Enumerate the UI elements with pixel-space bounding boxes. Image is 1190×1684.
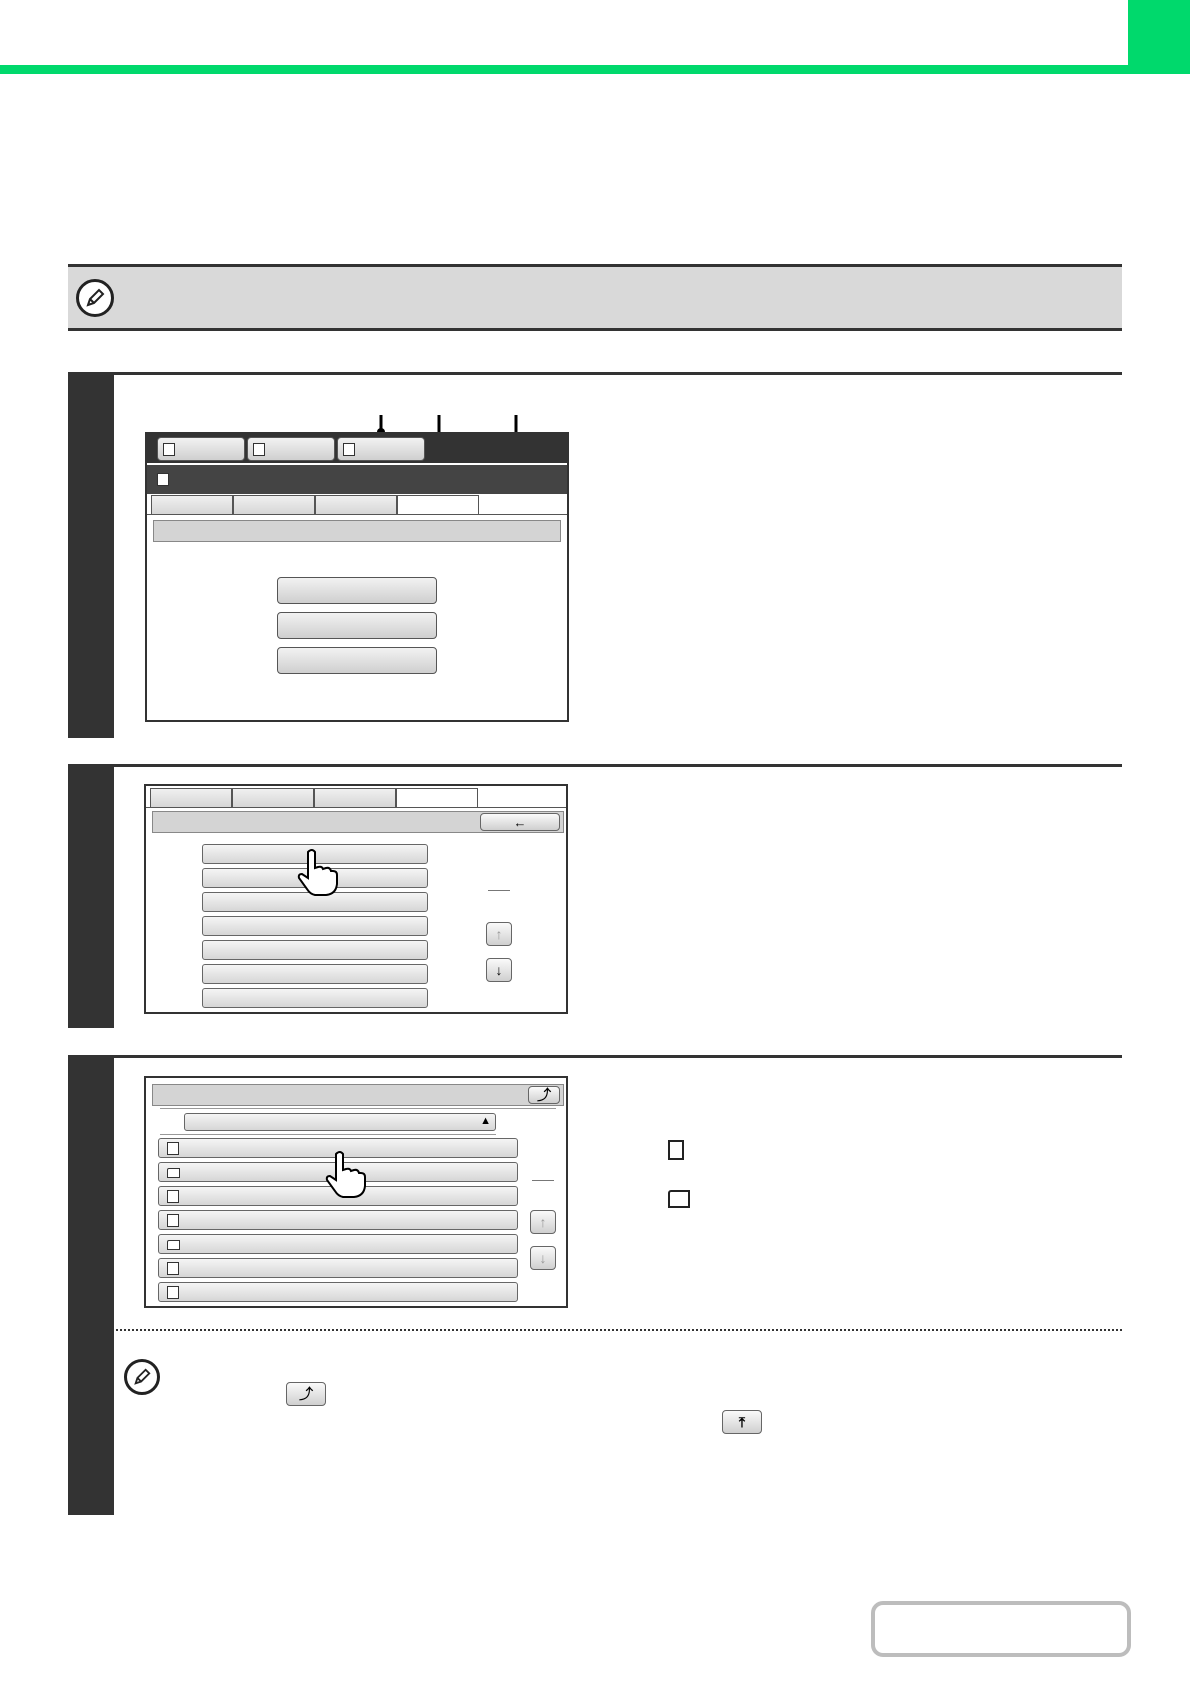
- up-folder-button[interactable]: [528, 1086, 560, 1104]
- path-rule: [160, 1108, 556, 1109]
- hand-pointer-icon: [296, 848, 340, 898]
- file-icon: [167, 1142, 179, 1155]
- tab-rule: [147, 514, 567, 515]
- scroll-down-button[interactable]: [486, 958, 512, 982]
- left-arrow-icon: ←: [513, 814, 527, 830]
- scroll-up-button[interactable]: [530, 1210, 556, 1234]
- folder-icon: [167, 1168, 180, 1178]
- top-folder-icon: ⤒: [738, 1413, 746, 1430]
- mode-button-1[interactable]: [157, 437, 245, 461]
- list-rule: [160, 1134, 496, 1135]
- list-item[interactable]: [202, 988, 428, 1008]
- tab-1[interactable]: [150, 788, 232, 808]
- step-3-band: [68, 1055, 114, 1515]
- up-folder-button: [286, 1382, 326, 1406]
- sort-ascending-icon: ▲: [480, 1115, 491, 1127]
- scroll-down-button[interactable]: [530, 1246, 556, 1270]
- scroll-up-button[interactable]: [486, 922, 512, 946]
- pencil-note-icon: [76, 279, 114, 317]
- list-item[interactable]: [202, 964, 428, 984]
- copy-mode-icon: [163, 443, 175, 456]
- image-send-icon: [253, 443, 265, 456]
- page-divider: [532, 1180, 554, 1181]
- tab-2[interactable]: [232, 788, 314, 808]
- contents-button[interactable]: [871, 1601, 1131, 1657]
- tab-4[interactable]: [397, 495, 479, 515]
- list-item-file[interactable]: [158, 1210, 518, 1230]
- down-arrow-icon: ↓: [495, 962, 503, 978]
- menu-button-2[interactable]: [277, 612, 437, 639]
- page-divider: [488, 890, 510, 891]
- list-item-file[interactable]: [158, 1282, 518, 1302]
- step-1-rule: [114, 372, 1122, 375]
- list-item-file[interactable]: [158, 1258, 518, 1278]
- up-folder-icon: ⤴: [299, 1386, 313, 1402]
- mode-button-2[interactable]: [247, 437, 335, 461]
- tab-3[interactable]: [314, 788, 396, 808]
- tab-rule: [146, 807, 566, 808]
- file-icon: [167, 1286, 179, 1299]
- tab-3[interactable]: [315, 495, 397, 515]
- tab-2[interactable]: [233, 495, 315, 515]
- up-folder-icon: ⤴: [537, 1087, 551, 1103]
- pencil-note-icon: [124, 1359, 160, 1395]
- folder-list-screen: [144, 784, 568, 1014]
- note-separator: [116, 1329, 1122, 1331]
- filing-title-icon: [157, 473, 169, 486]
- folder-path-bar: [152, 1084, 564, 1106]
- list-item-folder[interactable]: [158, 1234, 518, 1254]
- tab-4[interactable]: [396, 788, 478, 808]
- title-bar: [147, 465, 567, 494]
- up-arrow-icon: ↑: [495, 926, 503, 942]
- mode-button-3[interactable]: [337, 437, 425, 461]
- step-2-rule: [114, 764, 1122, 767]
- folder-icon: [668, 1190, 690, 1208]
- list-item[interactable]: [202, 940, 428, 960]
- sort-header[interactable]: [184, 1113, 496, 1131]
- document-filing-icon: [343, 443, 355, 456]
- step-2-band: [68, 764, 114, 1028]
- hand-pointer-icon: [324, 1150, 368, 1200]
- file-icon: [167, 1262, 179, 1275]
- file-icon: [167, 1214, 179, 1227]
- step-1-band: [68, 372, 114, 738]
- up-arrow-icon: ↑: [539, 1214, 547, 1230]
- folder-header-bar: [153, 520, 561, 542]
- tab-1[interactable]: [151, 495, 233, 515]
- menu-button-3[interactable]: [277, 647, 437, 674]
- down-arrow-icon: ↓: [539, 1250, 547, 1266]
- file-icon: [668, 1140, 684, 1160]
- note-box: [68, 264, 1122, 331]
- top-folder-button: [722, 1410, 762, 1434]
- file-list-screen: [144, 1076, 568, 1308]
- file-icon: [167, 1190, 179, 1203]
- header-accent-bar: [0, 65, 1190, 74]
- folder-icon: [167, 1240, 180, 1250]
- mode-select-screen: [145, 432, 569, 722]
- step-3-rule: [114, 1055, 1122, 1058]
- back-button[interactable]: [480, 813, 560, 831]
- menu-button-1[interactable]: [277, 577, 437, 604]
- header-accent-tab: [1128, 0, 1190, 74]
- list-item[interactable]: [202, 916, 428, 936]
